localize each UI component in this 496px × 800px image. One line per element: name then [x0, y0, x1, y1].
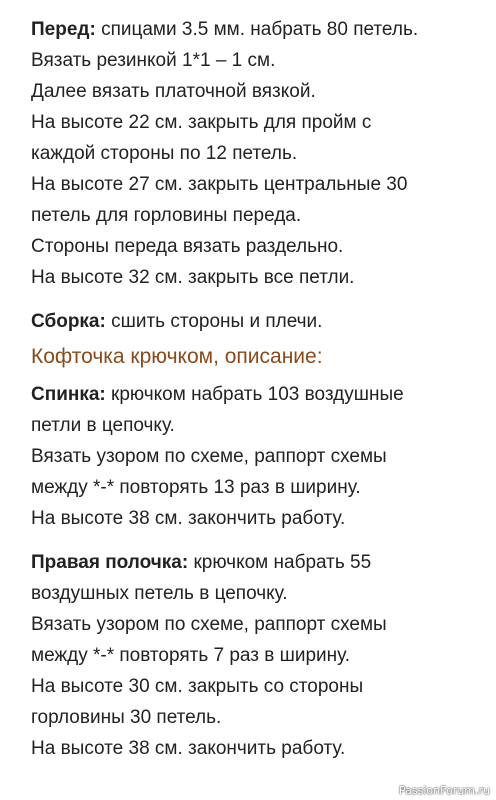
- front-label: Перед:: [31, 19, 96, 40]
- section-heading: Кофточка крючком, описание:: [31, 345, 323, 368]
- front-line-2: Вязать резинкой 1*1 – 1 см.: [31, 50, 276, 71]
- back-line-5: На высоте 38 см. закончить работу.: [31, 508, 346, 529]
- front-line-8: Стороны переда вязать раздельно.: [31, 236, 344, 257]
- right-front-label: Правая полочка:: [31, 552, 189, 573]
- assembly-line: Сборка: сшить стороны и плечи.: [31, 311, 323, 332]
- right-front-line-6: горловины 30 петель.: [31, 707, 222, 728]
- front-line-5: каждой стороны по 12 петель.: [31, 143, 298, 164]
- assembly-section: [31, 306, 489, 337]
- back-section: [31, 379, 489, 534]
- right-front-line-1: Правая полочка: крючком набрать 55: [31, 552, 372, 573]
- back-line-1: Спинка: крючком набрать 103 воздушные: [31, 384, 404, 405]
- back-label: Спинка:: [31, 384, 106, 405]
- front-line-7: петель для горловины переда.: [31, 205, 302, 226]
- front-line-6: На высоте 27 см. закрыть центральные 30: [31, 174, 408, 195]
- front-line-1: Перед: спицами 3.5 мм. набрать 80 петель.: [31, 19, 419, 40]
- watermark: PassionForum.ru: [399, 784, 490, 797]
- front-line-9: На высоте 32 см. закрыть все петли.: [31, 267, 355, 288]
- right-front-section: [31, 547, 489, 764]
- article-content: [31, 14, 489, 764]
- right-front-line-5: На высоте 30 см. закрыть со стороны: [31, 676, 364, 697]
- front-line-3: Далее вязать платочной вязкой.: [31, 81, 316, 102]
- right-front-line-3: Вязать узором по схеме, раппорт схемы: [31, 614, 387, 635]
- right-front-line-7: На высоте 38 см. закончить работу.: [31, 738, 346, 759]
- back-line-4: между *-* повторять 13 раз в ширину.: [31, 477, 361, 498]
- back-line-3: Вязать узором по схеме, раппорт схемы: [31, 446, 387, 467]
- assembly-label: Сборка:: [31, 311, 106, 332]
- front-section: [31, 14, 489, 293]
- back-line-2: петли в цепочку.: [31, 415, 175, 436]
- right-front-line-2: воздушных петель в цепочку.: [31, 583, 288, 604]
- right-front-line-4: между *-* повторять 7 раз в ширину.: [31, 645, 351, 666]
- front-line-4: На высоте 22 см. закрыть для пройм с: [31, 112, 372, 133]
